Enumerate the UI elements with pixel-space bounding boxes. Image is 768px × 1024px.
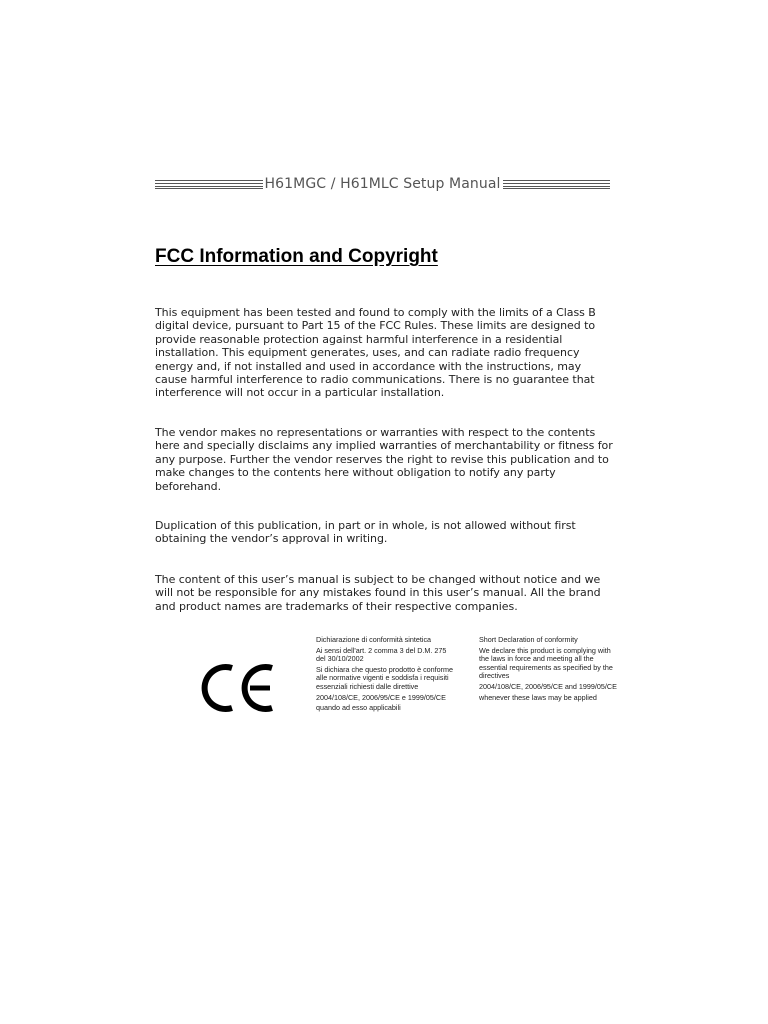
warranty-disclaimer-paragraph: The vendor makes no representations or warranties with respect to the contents here and specially disclaims any implied warranties of merchantability or fitness for any purpose. Further the vendor reserves the right to revise this publication and to make changes to the contents here without obligation to notify any party beforehand.: [155, 426, 613, 493]
header-rule-left: [155, 180, 263, 189]
declaration-italian: [316, 636, 456, 715]
page-title: FCC Information and Copyright: [155, 246, 438, 267]
ce-mark-icon: [198, 660, 280, 716]
declaration-english: [479, 636, 619, 704]
fcc-compliance-paragraph: This equipment has been tested and found to comply with the limits of a Class B digital device, pursuant to Part 15 of the FCC Rules. These limits are designed to provide reasonable protection against harmful interference in a residential installation. This equipment generates, uses, and can radiate radio frequency energy and, if not installed and used in accordance with the instructions, may cause harmful interference to radio communications. There is no guarantee that interference will not occur in a particular installation.: [155, 306, 596, 400]
duplication-paragraph: Duplication of this publication, in part or in whole, is not allowed without first obtaining the vendor’s approval in writing.: [155, 519, 576, 546]
declaration-it-line: Si dichiara che questo prodotto è conforme alle normative vigenti e soddisfa i requisiti essenziali richiesti dalle direttive: [316, 664, 454, 691]
manual-content-paragraph: The content of this user’s manual is subject to be changed without notice and we will not be responsible for any mistakes found in this user’s manual. All the brand and product names are trademarks of their respective companies.: [155, 573, 601, 613]
declaration-it-line: 2004/108/CE, 2006/95/CE e 1999/05/CE: [316, 692, 446, 702]
header-title: H61MGC / H61MLC Setup Manual: [264, 176, 501, 192]
declaration-en-line: We declare this product is complying with the laws in force and meeting all the essential requirements as specified by the directives: [479, 645, 613, 681]
declaration-en-line: whenever these laws may be applied: [479, 692, 597, 702]
running-header: [155, 173, 610, 195]
header-rule-right: [503, 180, 611, 189]
declaration-it-heading: Dichiarazione di conformità sintetica: [316, 635, 432, 644]
declaration-it-line: quando ad esso applicabili: [316, 703, 401, 713]
declaration-en-line: 2004/108/CE, 2006/95/CE and 1999/05/CE: [479, 681, 617, 691]
declaration-en-heading: Short Declaration of conformity: [479, 635, 578, 644]
declaration-it-line: Ai sensi dell'art. 2 comma 3 del D.M. 275 del 30/10/2002: [316, 645, 447, 664]
